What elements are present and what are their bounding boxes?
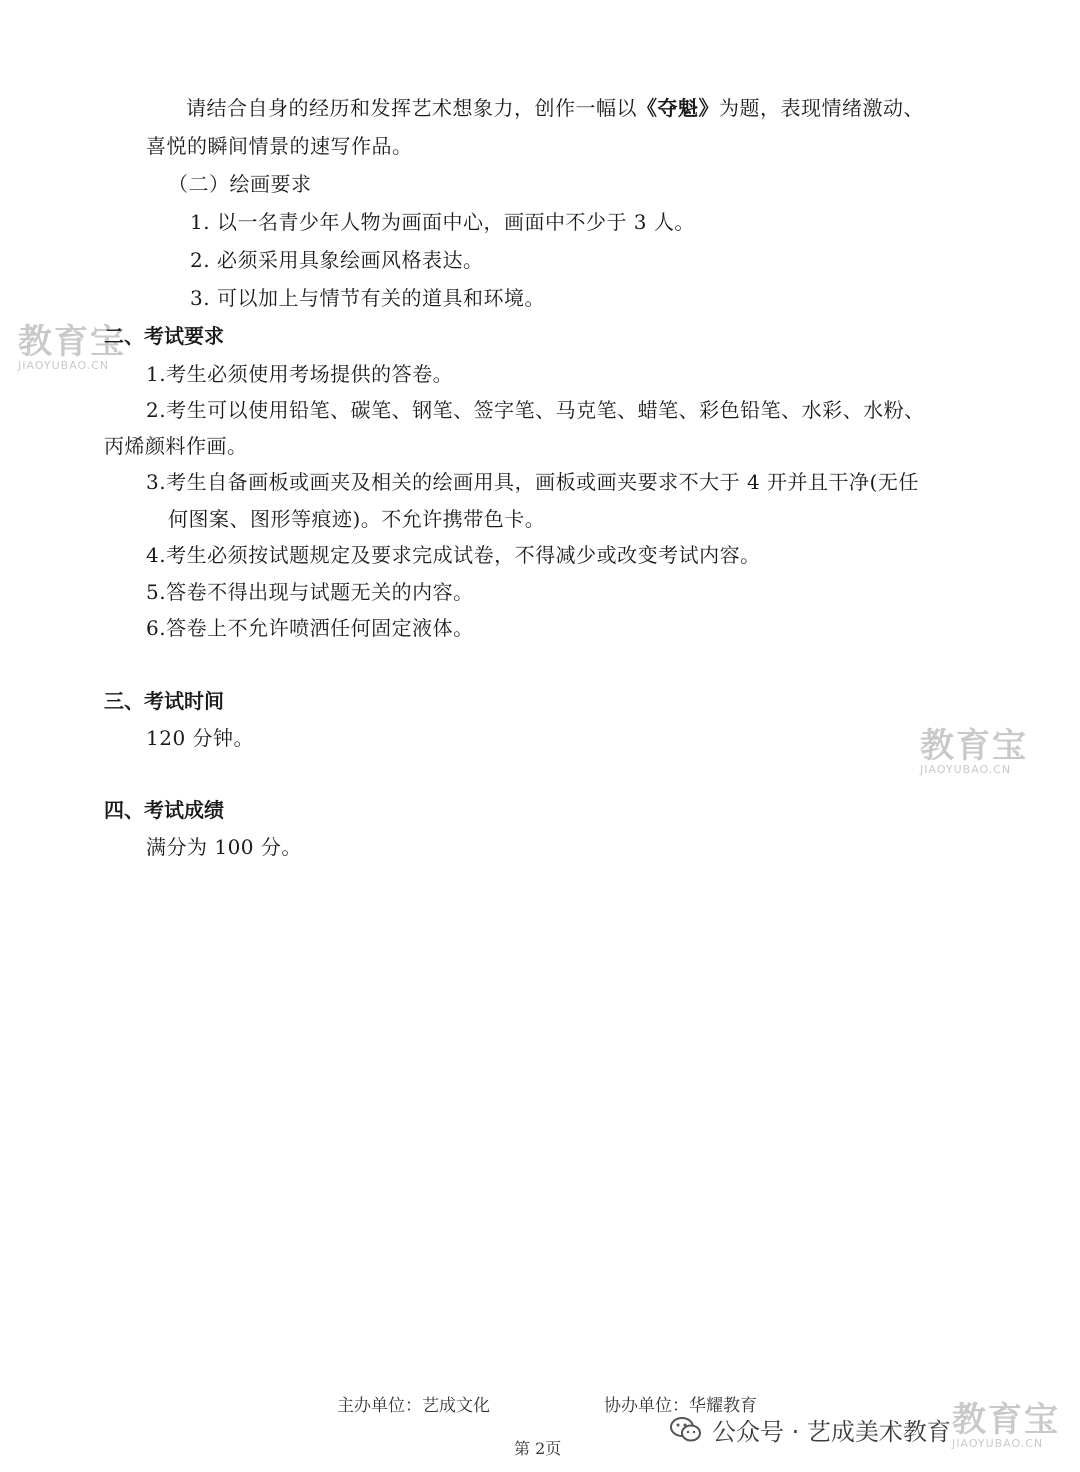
- wechat-account-label: [670, 1412, 951, 1447]
- task-line-1: [186, 94, 924, 122]
- task-line-2: 喜悦的瞬间情景的速写作品。: [146, 134, 413, 158]
- exam-time-heading: 三、考试时间: [104, 689, 224, 713]
- watermark-url: JIAOYUBAO.CN: [18, 359, 110, 372]
- watermark-logo: [952, 1402, 1060, 1450]
- drawing-requirement-2: 2. 必须采用具象绘画风格表达。: [190, 248, 484, 272]
- exam-requirement-3-line-2: 何图案、图形等痕迹)。不允许携带色卡。: [168, 507, 546, 531]
- drawing-requirements-heading: （二）绘画要求: [168, 172, 312, 196]
- wechat-icon: [670, 1416, 702, 1444]
- drawing-requirement-1: 1. 以一名青少年人物为画面中心，画面中不少于 3 人。: [190, 210, 695, 234]
- exam-requirement-2-line-2: 丙烯颜料作画。: [104, 434, 248, 458]
- page-number: 第 2页: [514, 1439, 562, 1458]
- exam-requirement-2-line-1: 2.考生可以使用铅笔、碳笔、钢笔、签字笔、马克笔、蜡笔、彩色铅笔、水彩、水粉、: [146, 398, 925, 422]
- wechat-account-text: 公众号 · 艺成美术教育: [712, 1418, 951, 1446]
- exam-time-value: 120 分钟。: [146, 726, 255, 750]
- exam-requirements-heading: 二、考试要求: [104, 324, 224, 348]
- task-line-1-post: 为题，表现情绪激动、: [719, 96, 924, 120]
- drawing-requirement-3: 3. 可以加上与情节有关的道具和环境。: [190, 286, 545, 310]
- watermark-logo: [920, 728, 1028, 776]
- exam-score-heading: 四、考试成绩: [104, 798, 224, 822]
- footer-co-host: 协办单位：华耀教育: [604, 1396, 757, 1416]
- exam-requirement-3-line-1: 3.考生自备画板或画夹及相关的绘画用具，画板或画夹要求不大于 4 开并且干净(无任: [146, 470, 919, 494]
- exam-requirement-4: 4.考生必须按试题规定及要求完成试卷，不得减少或改变考试内容。: [146, 543, 761, 567]
- footer-host: 主办单位：艺成文化: [337, 1396, 490, 1416]
- watermark-text: 教育宝: [920, 726, 1028, 766]
- task-line-1-pre: 请结合自身的经历和发挥艺术想象力，创作一幅以: [186, 96, 637, 120]
- exam-score-value: 满分为 100 分。: [146, 835, 302, 859]
- exam-requirement-6: 6.答卷上不允许喷洒任何固定液体。: [146, 616, 474, 640]
- exam-requirement-1: 1.考生必须使用考场提供的答卷。: [146, 362, 454, 386]
- watermark-text: 教育宝: [952, 1400, 1060, 1440]
- task-title: 《夺魁》: [637, 96, 719, 120]
- exam-requirement-5: 5.答卷不得出现与试题无关的内容。: [146, 580, 474, 604]
- watermark-text: 教育宝: [18, 322, 126, 362]
- watermark-url: JIAOYUBAO.CN: [920, 763, 1012, 776]
- watermark-url: JIAOYUBAO.CN: [952, 1437, 1044, 1450]
